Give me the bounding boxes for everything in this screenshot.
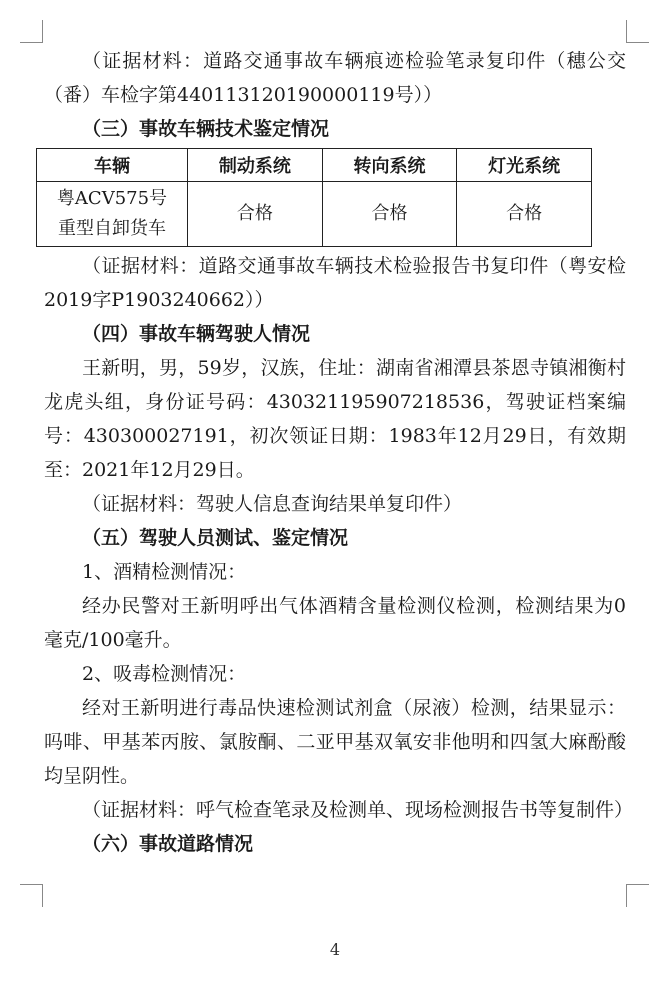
header-vehicle: 车辆: [37, 149, 188, 182]
section-heading-3: （三）事故车辆技术鉴定情况: [82, 118, 330, 140]
section-heading-6: （六）事故道路情况: [82, 833, 254, 855]
vehicle-type: 重型自卸货车: [58, 218, 166, 239]
alcohol-test-title: 1、酒精检测情况：: [82, 561, 247, 583]
table-row: [37, 182, 592, 247]
cell-vehicle: [37, 182, 188, 247]
alcohol-test-paragraph: 经办民警对王新明呼出气体酒精含量检测仪检测，检测结果为0毫克/100毫升。: [44, 595, 626, 651]
crop-mark-top-left: [20, 20, 43, 43]
header-lighting: 灯光系统: [457, 149, 592, 182]
cell-steering: 合格: [322, 182, 457, 247]
evidence-trace-note: （证据材料：道路交通事故车辆痕迹检验笔录复印件（穗公交（番）车检字第440113120190000119号））: [44, 50, 626, 106]
evidence-driver-note: （证据材料：驾驶人信息查询结果单复印件）: [82, 493, 463, 515]
header-brake: 制动系统: [188, 149, 323, 182]
vehicle-plate: 粤ACV575号: [56, 188, 168, 209]
table-header-row: [37, 149, 592, 182]
drug-test-paragraph: 经对王新明进行毒品快速检测试剂盒（尿液）检测，结果显示：吗啡、甲基苯丙胺、氯胺酮、二亚甲基双氧安非他明和四氢大麻酚酸均呈阴性。: [44, 697, 626, 787]
vehicle-inspection-table: [36, 148, 592, 247]
crop-mark-bottom-right: [626, 884, 649, 907]
evidence-tech-note: （证据材料：道路交通事故车辆技术检验报告书复印件（粤安检2019字P1903240662））: [44, 255, 626, 311]
evidence-test-note: （证据材料：呼气检查笔录及检测单、现场检测报告书等复制件）: [82, 799, 634, 821]
drug-test-title: 2、吸毒检测情况：: [82, 663, 247, 685]
page-number: 4: [329, 940, 341, 959]
document-body: [44, 44, 634, 861]
header-steering: 转向系统: [322, 149, 457, 182]
crop-mark-bottom-left: [20, 884, 43, 907]
cell-lighting: 合格: [457, 182, 592, 247]
driver-info-paragraph: 王新明，男，59岁，汉族，住址：湖南省湘潭县茶恩寺镇湘衡村龙虎头组，身份证号码：430321195907218536，驾驶证档案编号：430300027191，初次领证日期：1983年12月29日，有效期至：2021年12月29日。: [44, 357, 626, 481]
section-heading-5: （五）驾驶人员测试、鉴定情况: [82, 527, 349, 549]
cell-brake: 合格: [188, 182, 323, 247]
section-heading-4: （四）事故车辆驾驶人情况: [82, 323, 311, 345]
crop-mark-top-right: [626, 20, 649, 43]
